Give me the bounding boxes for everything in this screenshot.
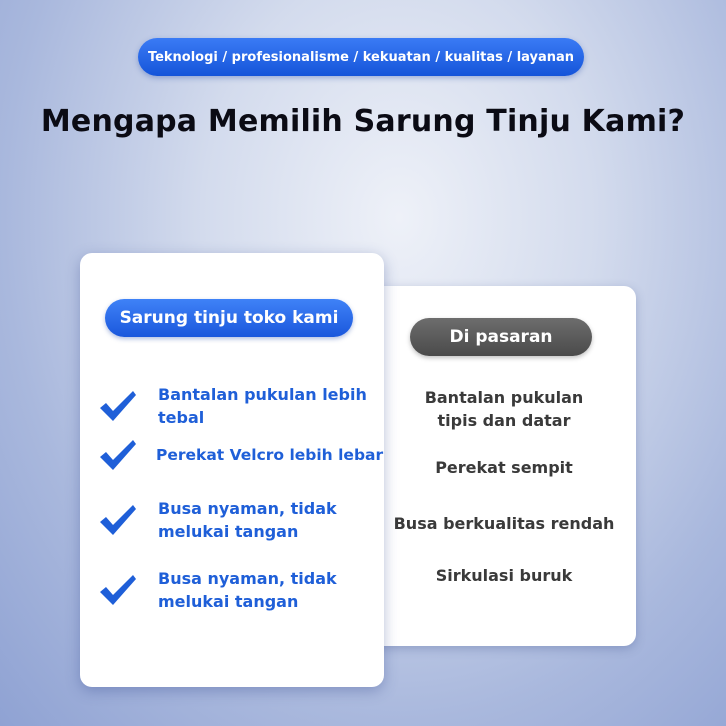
checkmark-icon [98, 437, 138, 473]
feature-item [98, 497, 378, 543]
our-label-pill [105, 299, 353, 337]
market-item: Sirkulasi buruk [435, 566, 573, 585]
our-label: Sarung tinju toko kami [119, 308, 339, 328]
feature-text: Busa nyaman, tidak melukai tangan [158, 499, 337, 541]
feature-text: Bantalan pukulan lebih tebal [158, 385, 367, 427]
slogan-banner [138, 38, 584, 76]
page-title: Mengapa Memilih Sarung Tinju Kami? [40, 104, 686, 139]
checkmark-icon [98, 388, 138, 424]
checkmark-icon [98, 572, 138, 608]
market-item: Bantalan pukulan tipis dan datar [424, 388, 584, 430]
market-label: Di pasaran [449, 327, 553, 347]
market-label-pill [410, 318, 592, 356]
cropped-top-banner [150, 0, 570, 4]
slogan-text: Teknologi / profesionalisme / kekuatan / kualitas / layanan [147, 49, 575, 65]
market-card [372, 286, 636, 646]
market-item: Perekat sempit [435, 458, 573, 477]
feature-text: Perekat Velcro lebih lebar [156, 445, 384, 464]
market-item: Busa berkualitas rendah [393, 514, 615, 533]
feature-item [98, 383, 378, 429]
feature-text: Busa nyaman, tidak melukai tangan [158, 569, 337, 611]
feature-item [98, 437, 384, 473]
our-card [80, 253, 384, 687]
checkmark-icon [98, 502, 138, 538]
feature-item [98, 567, 378, 613]
